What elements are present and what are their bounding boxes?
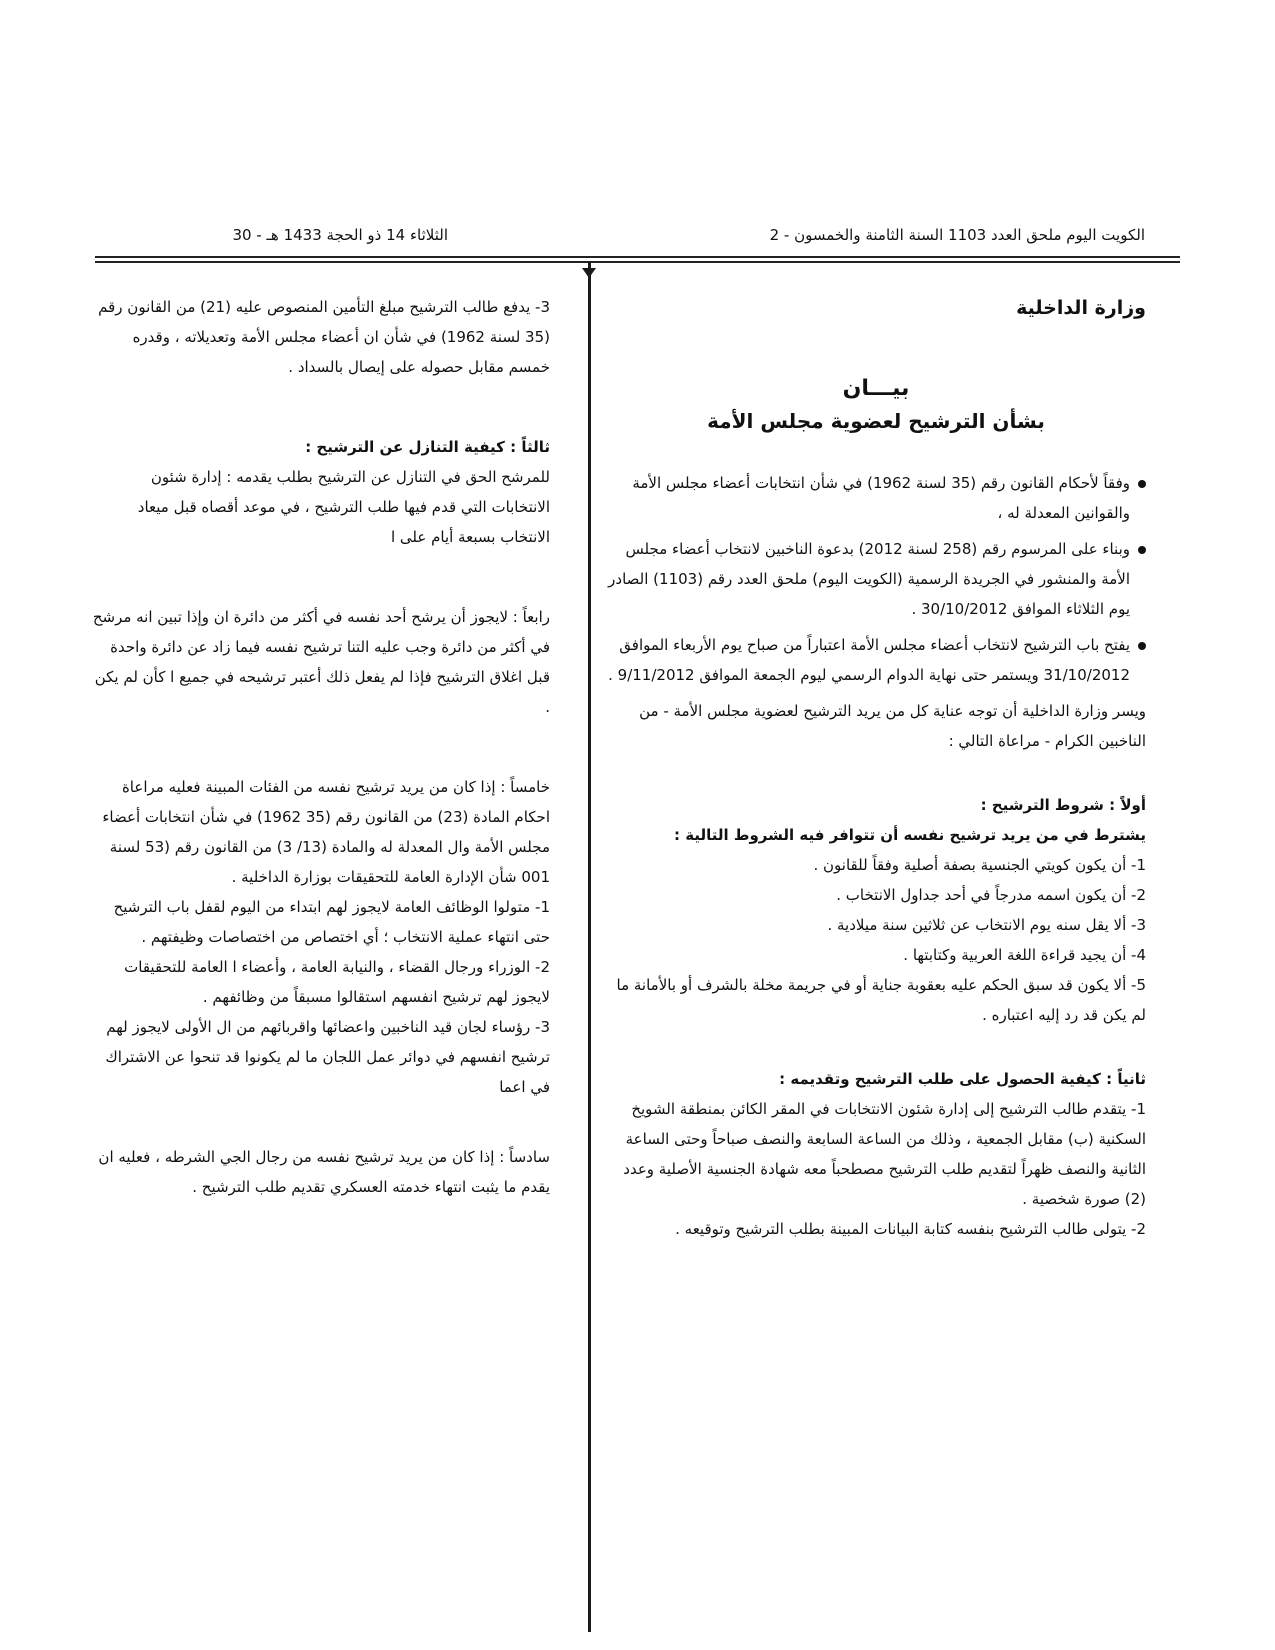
restricted-category-item: 1- متولوا الوظائف العامة لايجوز لهم ابتداء من اليوم لقفل باب الترشيح حتى انتهاء عملية الانتخاب ؛ أي اختصاص من اختصاصات وظيفتهم .	[113, 898, 550, 946]
military-paragraph: سادساً : إذا كان من يريد ترشيح نفسه من رجال الجي الشرطه ، فعليه ان يقدم ما يثبت انتهاء خدمته العسكري تقديم طلب الترشيح .	[98, 1148, 550, 1196]
left-column	[90, 292, 550, 1202]
right-column	[606, 288, 1146, 1244]
bullet-item: وبناء على المرسوم رقم (258 لسنة 2012) بدعوة الناخبين لانتخاب أعضاء مجلس الأمة والمنشور في الجريدة الرسمية (الكويت اليوم) ملحق العدد رقم (1103) الصادر يوم الثلاثاء الموافق 30/10/2012 .	[606, 534, 1146, 624]
application-item: 1- يتقدم طالب الترشيح إلى إدارة شئون الانتخابات في المقر الكائن بمنطقة الشويخ السكنية (ب) مقابل الجمعية ، وذلك من الساعة السابعة والنصف صباحاً وحتى الساعة الثانية والنصف ظهراً لتقديم طلب الترشيح مصطحباً معه شهادة الجنسية الأصلية وعدد (2) صورة شخصية .	[623, 1100, 1146, 1208]
header-rule	[95, 256, 1180, 258]
statement-note: ويسر وزارة الداخلية أن توجه عناية كل من يريد الترشيح لعضوية مجلس الأمة - من الناخبين الكرام - مراعاة التالي :	[639, 702, 1146, 750]
section-heading-withdrawal: ثالثاً : كيفية التنازل عن الترشيح :	[305, 438, 550, 456]
bullet-item: يفتح باب الترشيح لانتخاب أعضاء مجلس الأمة اعتباراً من صباح يوم الأربعاء الموافق 31/10/2012 ويستمر حتى نهاية الدوام الرسمي ليوم الجمعة الموافق 9/11/2012 .	[606, 630, 1146, 690]
bullet-item: وفقاً لأحكام القانون رقم (35 لسنة 1962) في شأن انتخابات أعضاء مجلس الأمة والقوانين المعدلة له ،	[606, 468, 1146, 528]
restricted-category-item: 2- الوزراء ورجال القضاء ، والنيابة العامة ، وأعضاء ا العامة للتحقيقات لايجوز لهم ترشيح انفسهم استقالوا مسبقاً من وظائفهم .	[124, 958, 550, 1006]
condition-item: 1- أن يكون كويتي الجنسية بصفة أصلية وفقاً للقانون .	[813, 856, 1146, 874]
statement-subtitle: بشأن الترشيح لعضوية مجلس الأمة	[707, 409, 1045, 433]
ministry-name: وزارة الداخلية	[1016, 297, 1146, 319]
restricted-categories-paragraph: خامساً : إذا كان من يريد ترشيح نفسه من الفئات المبينة فعليه مراعاة احكام المادة (23) من القانون رقم (35 1962) في شأن انتخابات أعضاء مجلس الأمة وال المعدلة له والمادة (13/ 3) من القانون رقم (53 لسنة 001 شأن الإدارة العامة للتحقيقات بوزارة الداخلية .	[102, 778, 550, 886]
condition-item: 3- ألا يقل سنه يوم الانتخاب عن ثلاثين سنة ميلادية .	[827, 916, 1146, 934]
section-heading-application: ثانياً : كيفية الحصول على طلب الترشيح وتقديمه :	[779, 1070, 1146, 1088]
restricted-category-item: 3- رؤساء لجان قيد الناخبين واعضائها واقربائهم من ال الأولى لايجوز لهم ترشيح انفسهم في دوائر عمل اللجان ما لم يكونوا قد تنحوا عن الاشتراك في اعما	[105, 1018, 550, 1096]
withdrawal-paragraph: للمرشح الحق في التنازل عن الترشيح بطلب يقدمه : إدارة شئون الانتخابات التي قدم فيها طلب الترشيح ، في موعد أقصاه قبل ميعاد الانتخاب بسبعة أيام على ا	[137, 468, 550, 546]
column-divider	[588, 262, 591, 1632]
header-date-info: الثلاثاء 14 ذو الحجة 1433 هـ - 30	[232, 226, 448, 244]
header-rule-inner	[95, 261, 1180, 263]
condition-item: 5- ألا يكون قد سبق الحكم عليه بعقوبة جناية أو في جريمة مخلة بالشرف أو بالأمانة ما لم يكن قد رد إليه اعتباره .	[616, 976, 1146, 1024]
deposit-paragraph: 3- يدفع طالب الترشيح مبلغ التأمين المنصوص عليه (21) من القانون رقم (35 لسنة 1962) في شأن ان أعضاء مجلس الأمة وتعديلاته ، وقدره خمسم مقابل حصوله على إيصال بالسداد .	[98, 298, 550, 376]
single-district-paragraph: رابعاً : لايجوز أن يرشح أحد نفسه في أكثر من دائرة ان وإذا تبين انه مرشح في أكثر من دائرة وجب عليه التنا ترشيح نفسه فيما زاد عن دائرة واحدة قبل اغلاق الترشيح فإذا لم يفعل ذلك أعتبر ترشيحه في جميع ا كأن لم يكن .	[92, 608, 550, 716]
statement-title: بيـــان	[842, 376, 910, 401]
condition-item: 2- أن يكون اسمه مدرجاً في أحد جداول الانتخاب .	[836, 886, 1146, 904]
column-divider-mark	[582, 268, 596, 278]
application-item: 2- يتولى طالب الترشيح بنفسه كتابة البيانات المبينة بطلب الترشيح وتوقيعه .	[675, 1220, 1146, 1238]
section-intro: يشترط في من يريد ترشيح نفسه أن تتوافر فيه الشروط التالية :	[674, 826, 1146, 844]
header-publication-info: الكويت اليوم ملحق العدد 1103 السنة الثامنة والخمسون - 2	[769, 226, 1145, 244]
section-heading-conditions: أولاً : شروط الترشيح :	[980, 796, 1146, 814]
condition-item: 4- أن يجيد قراءة اللغة العربية وكتابتها .	[903, 946, 1146, 964]
